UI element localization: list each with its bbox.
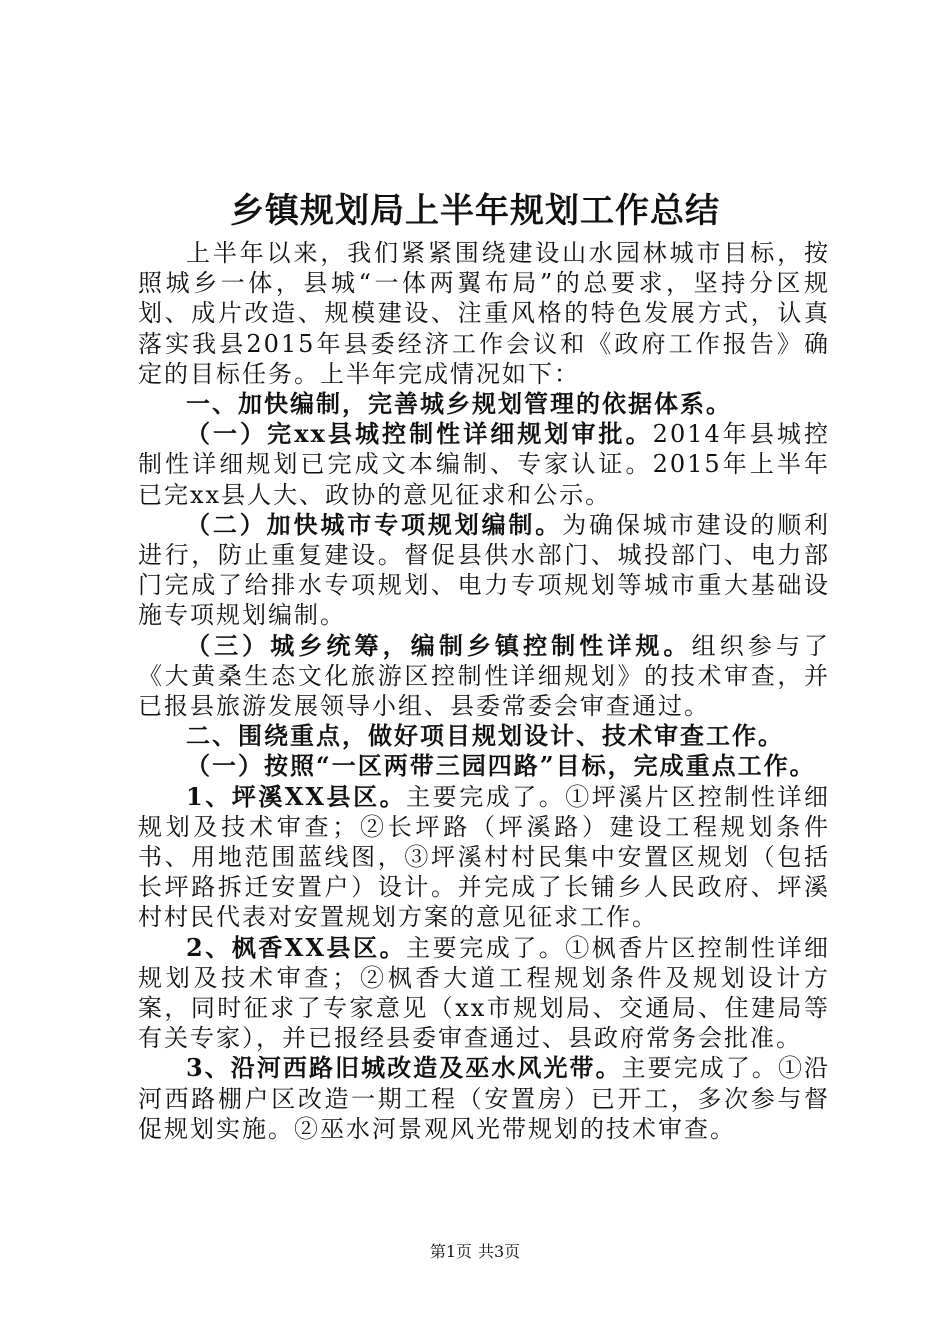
section2-item2	[138, 933, 830, 1054]
section1-item1	[138, 419, 830, 510]
page-footer	[0, 1241, 950, 1263]
section2-item2-lead: 2、枫香XX县区。	[186, 932, 407, 962]
section2-item1	[138, 782, 830, 933]
section1-item2	[138, 510, 830, 631]
section2-item1-lead: 1、坪溪XX县区。	[186, 781, 407, 811]
section2-item3-lead: 3、沿河西路旧城改造及巫水风光带。	[186, 1053, 622, 1083]
page-total: 共3页	[478, 1242, 521, 1261]
section1-item3	[138, 631, 830, 722]
document-body	[138, 238, 830, 1144]
section1-item2-text: 为确保城市建设的顺利进行，防止重复建设。督促县供水部门、城投部门、电力部门完成了给排水专项规划、电力专项规划等城市重大基础设施专项规划编制。	[138, 510, 831, 630]
section2-sub1-heading: （一）按照“一区两带三园四路”目标，完成重点工作。	[186, 751, 816, 781]
intro-paragraph: 上半年以来，我们紧紧围绕建设山水园林城市目标，按照城乡一体，县城“一体两翼布局”的总要求，坚持分区规划、成片改造、规模建设、注重风格的特色发展方式，认真落实我县2015年县委经济工作会议和《政府工作报告》确定的目标任务。上半年完成情况如下：	[138, 239, 830, 388]
section1-item2-lead: （二）加快城市专项规划编制。	[186, 509, 563, 539]
section-heading-1: 一、加快编制，完善城乡规划管理的依据体系。	[186, 389, 732, 419]
section1-item3-lead: （三）城乡统筹，编制乡镇控制性详规。	[186, 630, 692, 660]
page-number: 第1页	[429, 1242, 472, 1261]
section2-item1-text: 主要完成了。①坪溪片区控制性详细规划及技术审查；②长坪路（坪溪路）建设工程规划条件书、用地范围蓝线图，③坪溪村村民集中安置区规划（包括长坪路拆迁安置户）设计。并完成了长铺乡人民政府、坪溪村村民代表对安置规划方案的意见征求工作。	[138, 782, 830, 932]
section-heading-2: 二、围绕重点，做好项目规划设计、技术审查工作。	[186, 721, 784, 751]
section1-item1-text: 2014年县城控制性详细规划已完成文本编制、专家认证。2015年上半年已完xx县人大、政协的意见征求和公示。	[138, 420, 830, 509]
section2-item3	[138, 1053, 830, 1144]
section1-item1-lead: （一）完xx县城控制性详细规划审批。	[186, 419, 653, 449]
section1-item3-text: 组织参与了《大黄桑生态文化旅游区控制性详细规划》的技术审查，并已报县旅游发展领导小组、县委常委会审查通过。	[138, 631, 831, 721]
document-title: 乡镇规划局上半年规划工作总结	[230, 191, 720, 231]
section2-item3-text: 主要完成了。①沿河西路棚户区改造一期工程（安置房）已开工，多次参与督促规划实施。②巫水河景观风光带规划的技术审查。	[138, 1054, 831, 1143]
section2-item2-text: 主要完成了。①枫香片区控制性详细规划及技术审查；②枫香大道工程规划条件及规划设计方案，同时征求了专家意见（xx市规划局、交通局、住建局等有关专家），并已报经县委审查通过、县政府常务会批准。	[138, 933, 830, 1053]
